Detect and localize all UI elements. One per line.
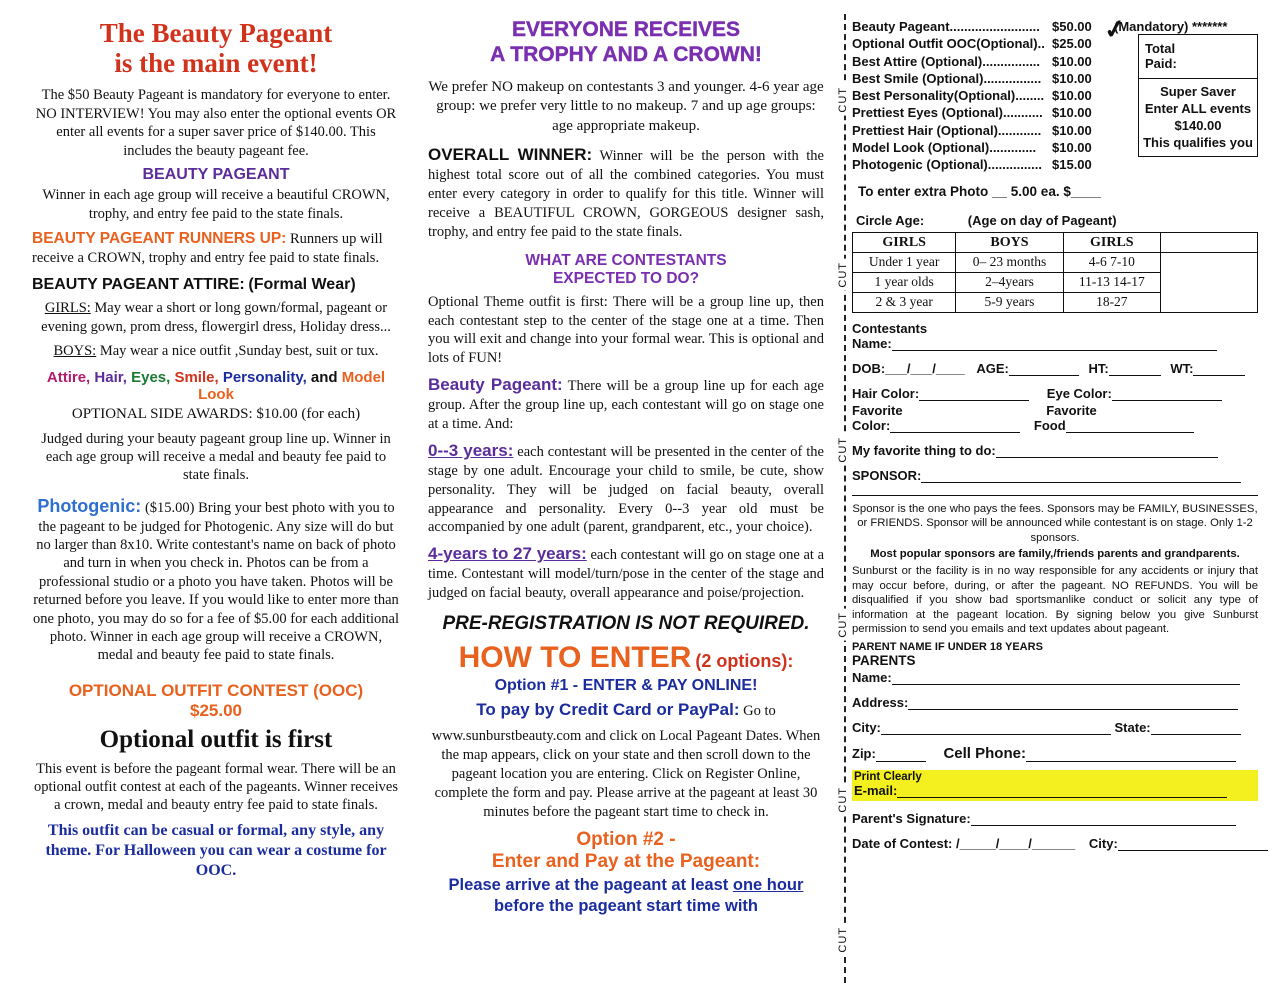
side-award-and: and <box>310 368 342 386</box>
ooc-title-line2: $25.00 <box>190 701 242 721</box>
how-to-enter-title: HOW TO ENTER <box>458 641 692 675</box>
price-name: Prettiest Hair (Optional)............ <box>852 122 1042 138</box>
sponsor-input[interactable] <box>921 468 1241 483</box>
super-saver-line2: Enter ALL events <box>1144 101 1252 117</box>
cut-label-4: CUT <box>837 609 849 641</box>
email-input[interactable] <box>897 784 1227 798</box>
ooc-text-2: This outfit can be casual or formal, any style, any theme. For Halloween you can wear a costume for OOC. <box>45 821 387 879</box>
banner-line2: A TROPHY AND A CROWN! <box>490 42 762 66</box>
age-cell[interactable]: 4-6 7-10 <box>1063 253 1160 273</box>
hair-color-label: Hair Color: <box>852 385 920 401</box>
checkmark-icon: ✓ <box>1101 12 1128 46</box>
what-expected-line2: EXPECTED TO DO? <box>552 270 700 288</box>
hair-eye-color-row[interactable] <box>852 386 1258 401</box>
attire-block <box>32 275 400 295</box>
food-label: Food <box>1033 417 1066 433</box>
side-award-attire: Attire, <box>46 368 95 386</box>
age-0-3-block <box>428 440 824 537</box>
circle-age-text: Circle Age: <box>856 212 925 228</box>
circle-age-label <box>856 213 1258 228</box>
favorite-food-label: Favorite <box>1046 402 1097 418</box>
parent-signature-row[interactable] <box>852 811 1258 826</box>
total-paid-label: Total Paid: <box>1139 35 1257 79</box>
side-award-model-look: Model Look <box>198 368 386 403</box>
email-highlight-block[interactable] <box>852 770 1258 801</box>
print-clearly-label: Print Clearly <box>854 770 922 783</box>
age-4-27-block <box>428 543 824 603</box>
theme-outfit-text: Optional Theme outfit is first: There will be a group line up, then each contestant step to the center of the stage one at a time. Then you will exit and change into your formal wear. This is optional and lots of FUN! <box>428 293 824 367</box>
side-awards-heading <box>32 369 400 403</box>
parent-address-label: Address: <box>852 694 909 710</box>
super-saver-price: $140.00 <box>1174 118 1222 134</box>
price-note: (Mandatory) ******* <box>1114 19 1228 34</box>
parent-name-input[interactable] <box>892 670 1240 685</box>
runners-up-text: Runners up will receive a CROWN, trophy and entry fee paid to state finals. <box>32 230 383 266</box>
ooc-title <box>32 681 400 722</box>
ht-label: HT: <box>1088 360 1109 376</box>
parent-zip-input[interactable] <box>876 747 926 762</box>
attire-girls <box>32 299 400 336</box>
attire-heading: BEAUTY PAGEANT ATTIRE: <box>32 275 245 293</box>
price-amount: $15.00 <box>1052 157 1092 173</box>
option2-text <box>428 875 824 916</box>
everyone-receives-banner <box>428 18 824 68</box>
cut-label-1: CUT <box>837 84 849 116</box>
main-title-line2: is the main event! <box>114 48 318 79</box>
date-of-contest-row[interactable] <box>852 836 1258 851</box>
dob-input[interactable]: ___/___/____ <box>885 360 965 376</box>
option1-pay-goto: Go to <box>743 703 776 720</box>
price-row[interactable] <box>852 18 1258 35</box>
parent-name-row[interactable] <box>852 670 1258 685</box>
age-0-3-heading: 0--3 years: <box>428 440 514 460</box>
age-cell[interactable]: 1 year olds <box>853 272 956 292</box>
price-amount: $10.00 <box>1052 139 1092 155</box>
age-cell[interactable]: 2–4years <box>956 272 1063 292</box>
photogenic-block <box>32 495 400 665</box>
attire-boys <box>32 342 400 360</box>
side-award-personality: Personality, <box>222 368 311 386</box>
age-label: AGE: <box>976 360 1009 376</box>
favorite-color-food-row[interactable] <box>852 403 1258 418</box>
price-amount: $10.00 <box>1052 88 1092 104</box>
makeup-text: We prefer NO makeup on contestants 3 and younger. 4-6 year age group: we prefer very little to no makeup. 7 and up age groups: age appropriate makeup. <box>428 78 824 134</box>
eye-color-label: Eye Color: <box>1046 385 1112 401</box>
attire-girls-label: GIRLS: <box>44 300 91 317</box>
entry-form <box>834 12 1264 979</box>
hair-color-input[interactable] <box>919 386 1029 401</box>
cut-label-3: CUT <box>837 434 849 466</box>
favorite-food-input[interactable] <box>1066 418 1194 433</box>
color-label: Color: <box>852 417 891 433</box>
sponsor-note-2: Sunburst or the facility is in no way responsible for any accidents or injury that may occur before, during, or after the pageant. NO REFUNDS. You will be disqualified if you show bad sportsmanlike conduct or solicit any type of information at the pageant location. By signing below you give Sunburst permission to send you emails and text updates about pageant. <box>852 565 1258 636</box>
favorite-color-input[interactable] <box>890 418 1020 433</box>
main-title-line1: The Beauty Pageant <box>99 18 333 48</box>
runners-up-block <box>32 229 400 267</box>
parent-city-state-row[interactable] <box>852 720 1258 735</box>
beauty-pageant-procedure <box>428 374 824 434</box>
price-amount: $10.00 <box>1052 70 1092 86</box>
price-name: Best Smile (Optional)................ <box>852 70 1042 86</box>
price-name: Optional Outfit OOC(Optional).. <box>852 36 1045 52</box>
ht-input[interactable] <box>1109 361 1161 376</box>
dob-label: DOB: <box>852 360 886 376</box>
overall-winner-heading: OVERALL WINNER: <box>428 145 593 165</box>
intro-paragraph: The $50 Beauty Pageant is mandatory for everyone to enter. NO INTERVIEW! You may also enter the optional events OR enter all events for a super saver price of $140.00. This includes the beauty pageant fee. <box>35 87 397 159</box>
cut-label-5: CUT <box>837 784 849 816</box>
attire-formal-label: (Formal Wear) <box>248 275 356 293</box>
date-of-contest-label[interactable]: Date of Contest: /_____/____/______ <box>852 835 1076 851</box>
email-label: E-mail: <box>854 782 898 798</box>
attire-boys-text: May wear a nice outfit ,Sunday best, suit or tux. <box>99 343 379 360</box>
contestants-label: Contestants <box>852 320 928 336</box>
age-cell[interactable]: 0– 23 months <box>956 253 1063 273</box>
price-amount: $10.00 <box>1052 105 1092 121</box>
age-col-girls-1: GIRLS <box>853 232 956 253</box>
parent-city-label: City: <box>852 719 881 735</box>
banner-line1: EVERYONE RECEIVES <box>512 18 740 41</box>
runners-up-heading: BEAUTY PAGEANT RUNNERS UP: <box>32 229 287 247</box>
age-cell[interactable]: 18-27 <box>1063 292 1160 312</box>
attire-girls-text: May wear a short or long gown/formal, pageant or evening gown, prom dress, flowergirl dress, Holiday dress... <box>41 300 391 335</box>
circle-age-note: (Age on day of Pageant) <box>967 212 1117 228</box>
side-awards-price: OPTIONAL SIDE AWARDS: $10.00 (for each) <box>71 405 361 422</box>
beauty-pageant-heading: BEAUTY PAGEANT <box>142 166 290 184</box>
age-table-header-row <box>853 232 1258 253</box>
email-row[interactable] <box>854 783 1256 798</box>
how-to-enter-heading <box>428 641 824 675</box>
price-name: Photogenic (Optional)............... <box>852 157 1042 173</box>
cell-phone-label: Cell Phone: <box>943 744 1026 762</box>
super-saver-box <box>1139 79 1257 156</box>
age-table-row[interactable] <box>853 253 1258 273</box>
option2-text-a: Please arrive at the pageant at least <box>448 876 733 895</box>
sponsor-note-1: Sponsor is the one who pays the fees. Sponsors may be FAMILY, BUSINESSES, or FRIENDS. Sponsor will be announced while contestant is on stage. Only 1-2 sponsors. <box>852 502 1258 544</box>
cell-phone-input[interactable] <box>1026 747 1236 762</box>
age-col-girls-2: GIRLS <box>1063 232 1160 253</box>
contestant-name-input[interactable] <box>892 336 1217 351</box>
option2-text-c: before the pageant start time with <box>493 896 759 915</box>
option1-heading: Option #1 - ENTER & PAY ONLINE! <box>494 677 758 695</box>
total-paid-box[interactable] <box>1138 34 1258 157</box>
option2-line2: Enter and Pay at the Pageant: <box>491 851 761 873</box>
ooc-title-line1: OPTIONAL OUTFIT CONTEST (OOC) <box>68 680 364 700</box>
parent-name-if-minor: PARENT NAME IF UNDER 18 YEARS <box>852 640 1043 653</box>
dob-age-ht-wt-row[interactable] <box>852 361 1258 376</box>
parents-heading: PARENTS <box>852 652 916 668</box>
age-0-3-text: each contestant will be presented in the center of the stage by one adult. Encourage your child to smile, be cute, show personality. They will be judged on facial beauty, overall appearance and personality. Every 0--3 year old must be accompanied by one adult (parent, grandparent, etc., your choice). <box>428 443 824 536</box>
what-expected-heading <box>428 252 824 289</box>
price-amount: $10.00 <box>1052 53 1092 69</box>
sponsor-note-bold: Most popular sponsors are family,/friends parents and grandparents. <box>870 548 1240 561</box>
favorite-thing-row[interactable] <box>852 443 1258 458</box>
cut-label-6: CUT <box>837 924 849 956</box>
price-name: Beauty Pageant......................... <box>852 19 1040 34</box>
photogenic-heading: Photogenic: <box>37 495 142 516</box>
column-middle <box>414 18 834 979</box>
wt-input[interactable] <box>1193 361 1245 376</box>
super-saver-line4: This qualifies you <box>1143 135 1253 151</box>
parent-signature-input[interactable] <box>971 811 1236 826</box>
price-list <box>852 12 1258 174</box>
contestant-name-label: Name: <box>852 335 892 351</box>
option1-pay-line <box>428 699 824 721</box>
parent-state-label: State: <box>1114 719 1151 735</box>
option2-heading <box>428 829 824 873</box>
column-left <box>14 18 414 979</box>
wt-label: WT: <box>1170 360 1194 376</box>
option1-text: www.sunburstbeauty.com and click on Local Pageant Dates. When the map appears, click on your state and then scroll down to the pageant location you are entering. Click on Register Online, complete the form and pay. Please arrive at the pageant at least 30 minutes before the pageant start time to check in. <box>431 728 821 820</box>
age-4-27-heading: 4-years to 27 years: <box>428 544 587 564</box>
price-amount: $25.00 <box>1052 36 1092 52</box>
favorite-color-food-inputs[interactable] <box>852 418 1258 433</box>
super-saver-line1: Super Saver <box>1160 84 1236 99</box>
main-title <box>32 18 400 78</box>
price-name: Best Attire (Optional)................ <box>852 53 1041 69</box>
contest-city-input[interactable] <box>1118 836 1268 851</box>
parent-city-input[interactable] <box>881 720 1111 735</box>
option2-text-b: one hour <box>732 876 804 895</box>
price-amount: $50.00 <box>1052 19 1092 34</box>
age-blank-cell[interactable] <box>1161 253 1258 313</box>
sponsor-row[interactable] <box>852 468 1258 483</box>
side-award-eyes: Eyes, <box>131 368 175 386</box>
parent-signature-label: Parent's Signature: <box>852 810 971 826</box>
parent-name-label: Name: <box>852 669 892 685</box>
overall-winner-text: Winner will be the person with the highest total score out of all the combined categories. You must enter every category in order to qualify for this title. Winner will receive a BEAUTIFUL CROWN, GORGEOUS designer sash, trophy, and entry fee paid to the state finals. <box>428 148 824 240</box>
parent-state-input[interactable] <box>1151 720 1241 735</box>
side-award-hair: Hair, <box>94 368 132 386</box>
price-name: Prettiest Eyes (Optional)........... <box>852 105 1043 121</box>
pre-registration-note: PRE-REGISTRATION IS NOT REQUIRED. <box>442 613 810 635</box>
beauty-pageant-text: Winner in each age group will receive a beautiful CROWN, trophy, and entry fee paid to the state finals. <box>42 187 390 222</box>
ooc-subtitle: Optional outfit is first <box>99 725 333 753</box>
favorite-thing-label: My favorite thing to do: <box>852 442 996 458</box>
sponsor-label: SPONSOR: <box>852 467 922 483</box>
side-award-smile: Smile, <box>174 368 223 386</box>
parent-address-row[interactable] <box>852 695 1258 710</box>
age-cell[interactable]: Under 1 year <box>853 253 956 273</box>
age-cell[interactable]: 5-9 years <box>956 292 1063 312</box>
age-4-27-text: each contestant will go on stage one at a time. Contestant will model/turn/pose in the center of the stage and judged on facial beauty, overall appearance and poise/projection. <box>428 547 825 602</box>
photogenic-price: ($15.00) <box>144 499 195 516</box>
overall-winner-block <box>428 144 824 241</box>
beauty-pageant-proc-text: There will be a group line up for each age group. After the group line up, each contestant will go on stage one at a time. And: <box>428 378 824 432</box>
favorite-color-label: Favorite <box>852 402 903 418</box>
age-cell[interactable]: 2 & 3 year <box>853 292 956 312</box>
price-name: Model Look (Optional)............. <box>852 139 1037 155</box>
price-row[interactable] <box>852 156 1258 173</box>
contestant-name-field[interactable] <box>852 336 1258 351</box>
ooc-text-1: This event is before the pageant formal wear. There will be an optional outfit contest at each of the pageants. Winner receives a crown, medal and beauty entry fee paid to state finals. <box>34 760 398 814</box>
cut-label-2: CUT <box>837 259 849 291</box>
option2-line1: Option #2 - <box>576 829 676 851</box>
contest-city-label: City: <box>1088 835 1118 851</box>
photogenic-text: Bring your best photo with you to the pageant to be judged for Photogenic. Any size will do but no larger than 8x10. Write contestant's name on back of photo and turn in when you check in. Photos can be from a professional studio or a photo you have taken. Photos will be returned before you leave. If you would like to enter more than one photo, you may do so for a fee of $5.00 for each additional photo. Winner in each age group will receive a CROWN, medal and beauty fee paid to state finals. <box>32 499 400 664</box>
sponsor-disclaimer <box>852 495 1258 637</box>
eye-color-input[interactable] <box>1112 386 1222 401</box>
parent-zip-label: Zip: <box>852 745 876 761</box>
parent-address-input[interactable] <box>908 695 1238 710</box>
parent-zip-cell-row[interactable] <box>852 745 1258 762</box>
price-amount: $10.00 <box>1052 122 1092 138</box>
beauty-pageant-proc-heading: Beauty Pageant: <box>428 375 563 395</box>
side-awards-text: Judged during your beauty pageant group line up. Winner in each age group will receive a medal and beauty fee paid to state finals. <box>41 430 391 484</box>
age-input[interactable] <box>1009 361 1079 376</box>
how-to-enter-options: (2 options): <box>695 651 794 672</box>
age-cell[interactable]: 11-13 14-17 <box>1063 272 1160 292</box>
extra-photo-line[interactable]: To enter extra Photo __ 5.00 ea. $____ <box>858 183 1101 199</box>
age-col-boys: BOYS <box>956 232 1063 253</box>
what-expected-line1: WHAT ARE CONTESTANTS <box>525 251 727 269</box>
price-name: Best Personality(Optional)........ <box>852 88 1045 104</box>
option1-pay-label: To pay by Credit Card or PayPal: <box>476 700 740 720</box>
age-col-blank <box>1161 232 1258 253</box>
age-table[interactable] <box>852 232 1258 313</box>
favorite-thing-input[interactable] <box>996 443 1218 458</box>
attire-boys-label: BOYS: <box>53 343 97 360</box>
